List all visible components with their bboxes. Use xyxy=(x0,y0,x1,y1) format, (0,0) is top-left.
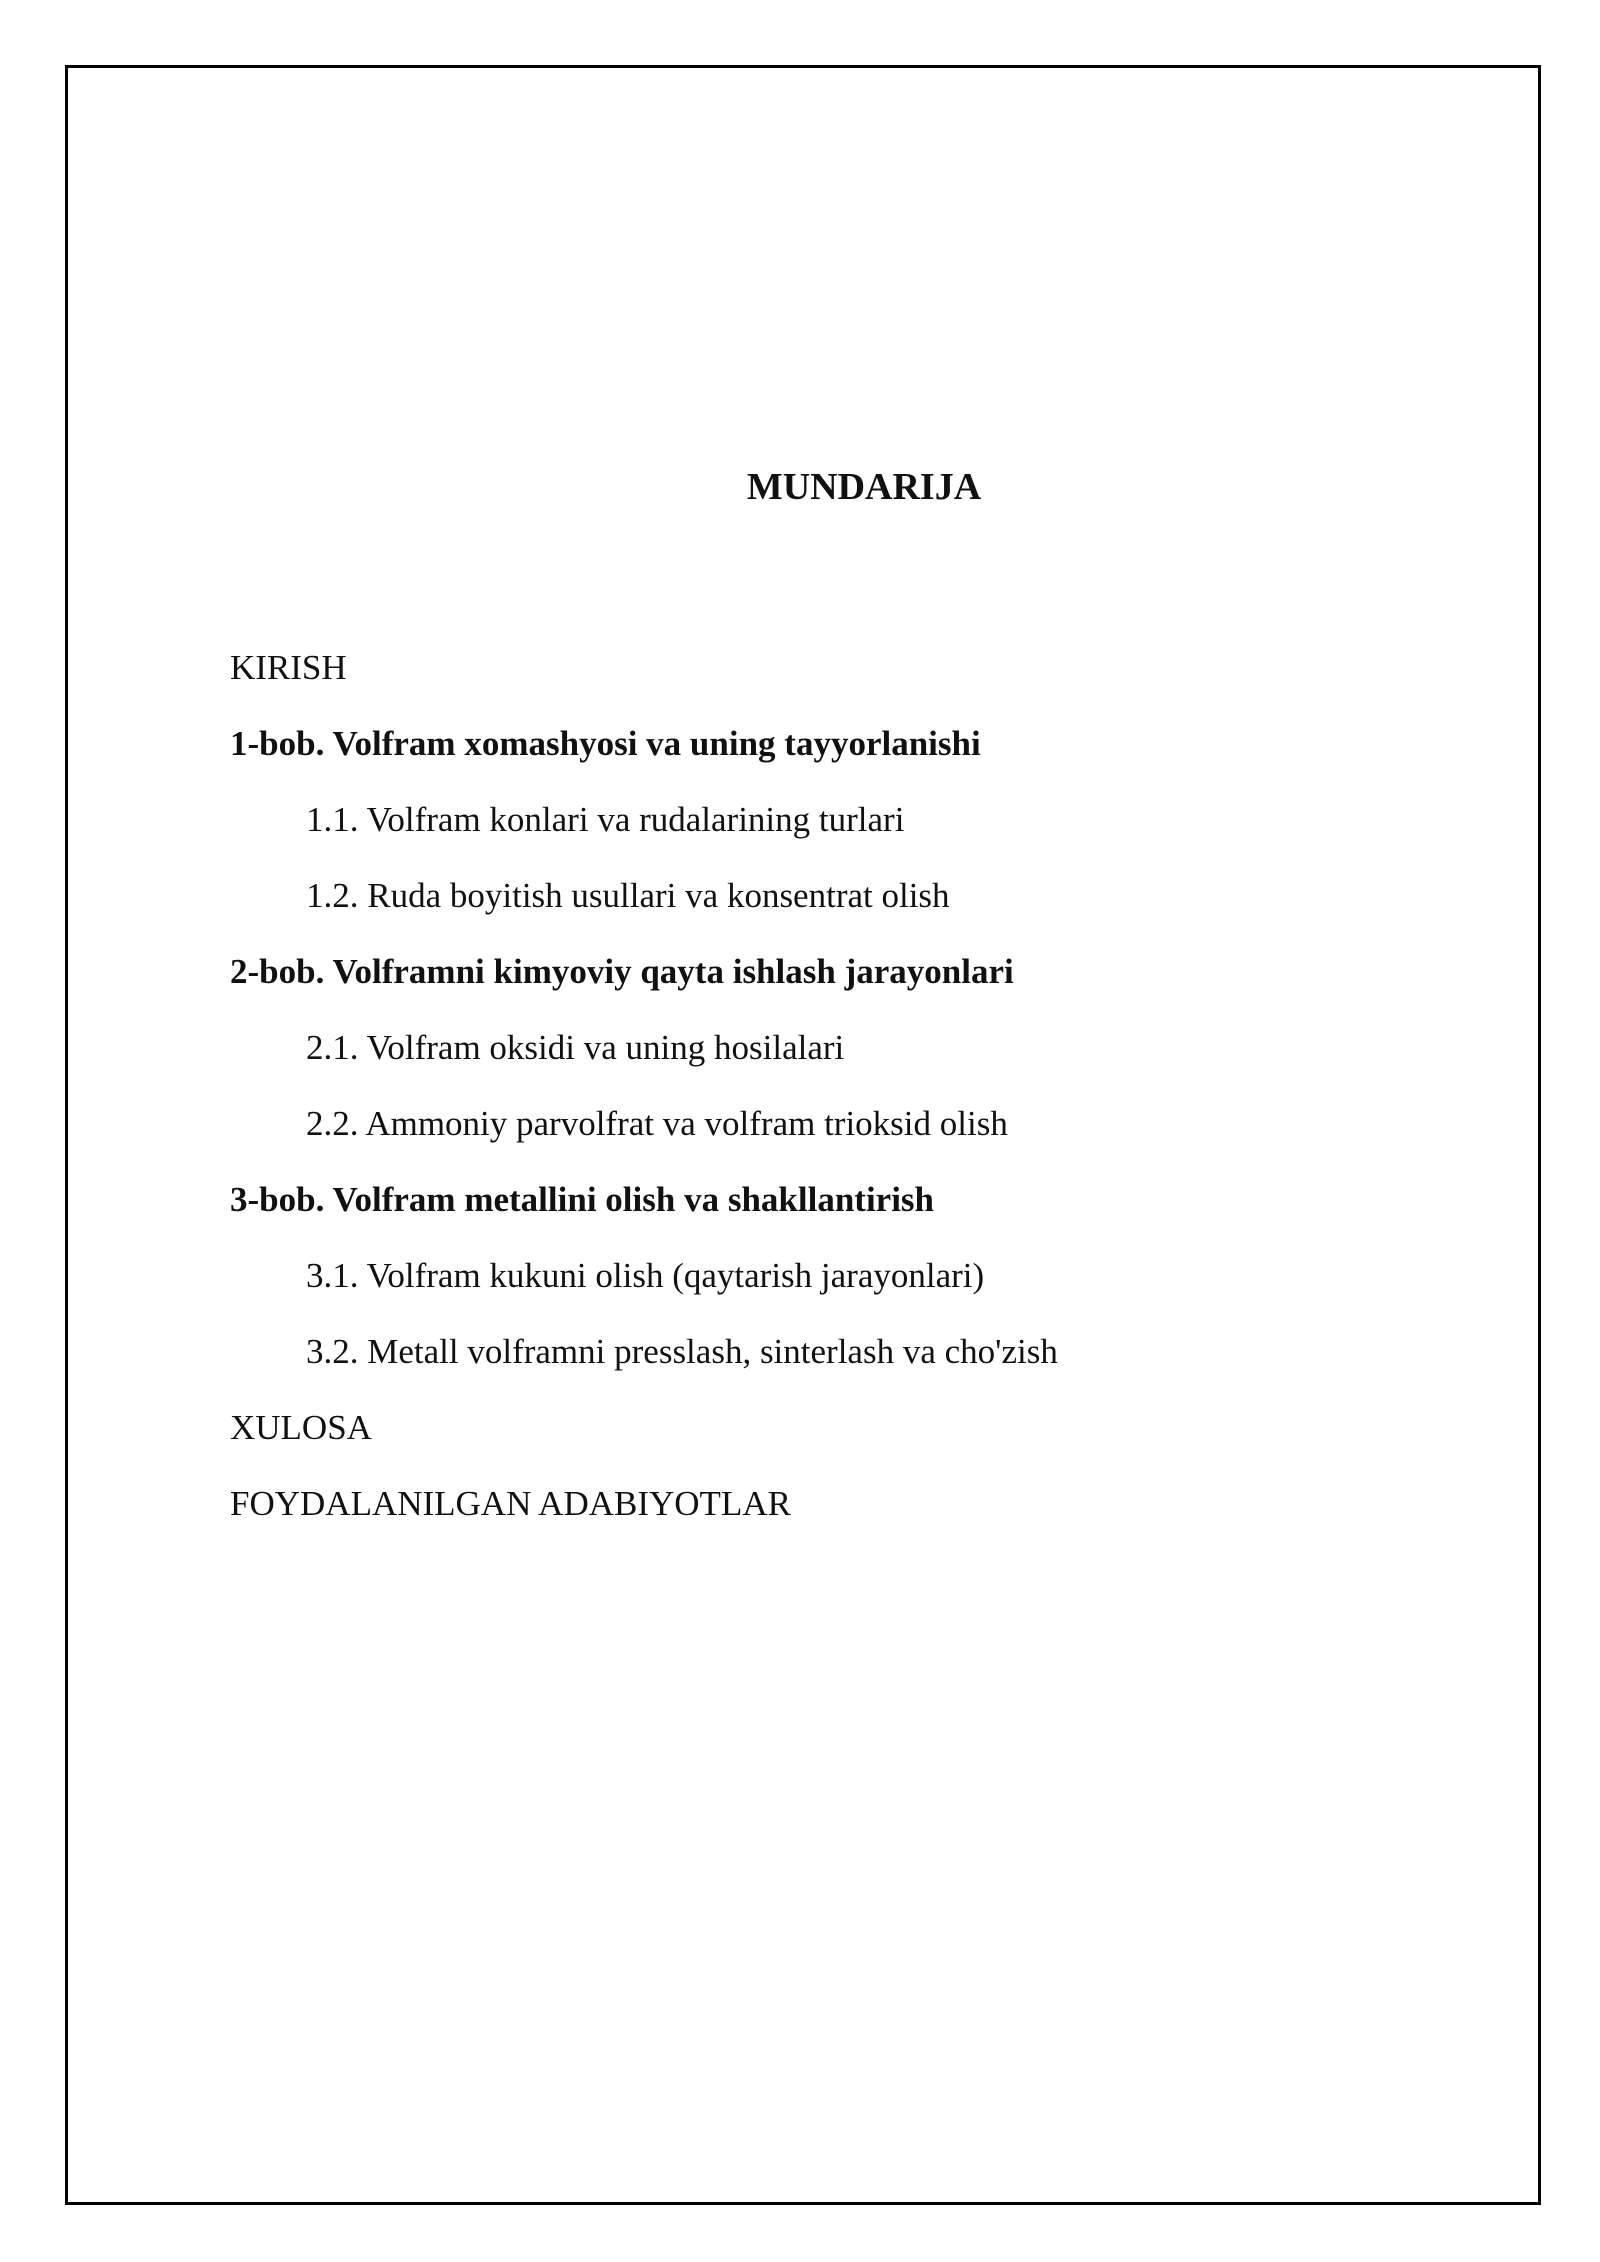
toc-section-3-2[interactable]: 3.2. Metall volframni presslash, sinterlash va cho'zish xyxy=(306,1332,1058,1371)
page-title: MUNDARIJA xyxy=(746,466,982,508)
toc-chapter-2[interactable]: 2-bob. Volframni kimyoviy qayta ishlash jarayonlari xyxy=(230,952,1014,991)
toc-section-1-2[interactable]: 1.2. Ruda boyitish usullari va konsentrat olish xyxy=(306,876,950,915)
toc-chapter-1[interactable]: 1-bob. Volfram xomashyosi va uning tayyorlanishi xyxy=(230,724,981,763)
toc-section-3-1[interactable]: 3.1. Volfram kukuni olish (qaytarish jarayonlari) xyxy=(306,1256,985,1295)
toc-chapter-3[interactable]: 3-bob. Volfram metallini olish va shakllantirish xyxy=(230,1180,935,1219)
toc-section-2-2[interactable]: 2.2. Ammoniy parvolfrat va volfram trioksid olish xyxy=(306,1104,1008,1143)
toc-section-2-1[interactable]: 2.1. Volfram oksidi va uning hosilalari xyxy=(306,1028,845,1067)
toc-item-conclusion[interactable]: XULOSA xyxy=(230,1408,372,1447)
toc-section-1-1[interactable]: 1.1. Volfram konlari va rudalarining turlari xyxy=(306,800,905,839)
table-of-contents xyxy=(230,640,1480,1552)
toc-item-intro[interactable]: KIRISH xyxy=(230,648,347,687)
toc-item-references[interactable]: FOYDALANILGAN ADABIYOTLAR xyxy=(230,1484,791,1523)
